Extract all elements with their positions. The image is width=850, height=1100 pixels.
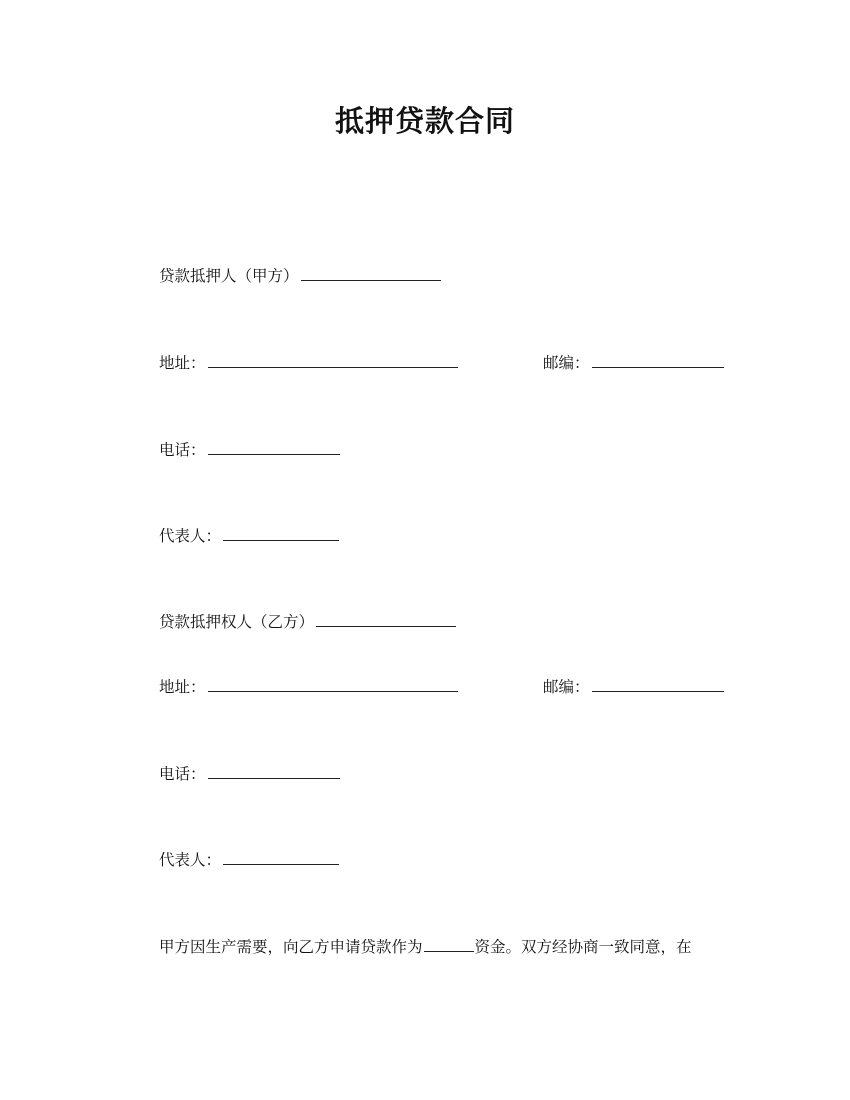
party-b-address-line xyxy=(159,676,458,698)
party-a-address-label: 地址： xyxy=(159,354,206,372)
document-title: 抵押贷款合同 xyxy=(334,104,515,138)
party-a-address-line xyxy=(159,352,458,374)
party-b-postcode-line xyxy=(543,676,724,698)
party-b-rep-blank[interactable] xyxy=(223,850,339,865)
body-paragraph xyxy=(159,936,692,958)
party-b-phone-label: 电话： xyxy=(159,765,206,783)
body-paragraph-start: 甲方因生产需要，向乙方申请贷款作为 xyxy=(159,938,423,956)
party-a-rep-label: 代表人： xyxy=(159,527,222,545)
party-a-phone-blank[interactable] xyxy=(208,440,340,455)
loan-purpose-blank[interactable] xyxy=(424,937,474,952)
party-b-phone-blank[interactable] xyxy=(208,764,340,779)
party-a-postcode-line xyxy=(543,352,724,374)
party-a-postcode-blank[interactable] xyxy=(592,353,724,368)
party-a-heading: 贷款抵押人（甲方） xyxy=(159,267,299,285)
party-a-phone-line xyxy=(159,439,340,461)
party-a-phone-label: 电话： xyxy=(159,441,206,459)
party-b-heading: 贷款抵押权人（乙方） xyxy=(159,613,315,631)
party-a-rep-line xyxy=(159,525,339,547)
party-b-rep-label: 代表人： xyxy=(159,851,222,869)
party-b-address-label: 地址： xyxy=(159,678,206,696)
party-a-heading-line xyxy=(159,265,441,287)
party-b-name-blank[interactable] xyxy=(316,612,456,627)
party-a-name-blank[interactable] xyxy=(301,266,441,281)
party-a-postcode-label: 邮编： xyxy=(543,354,590,372)
party-b-postcode-blank[interactable] xyxy=(592,677,724,692)
party-a-rep-blank[interactable] xyxy=(223,526,339,541)
party-b-address-blank[interactable] xyxy=(208,677,458,692)
party-b-heading-line xyxy=(159,611,456,633)
party-b-postcode-label: 邮编： xyxy=(543,678,590,696)
party-a-address-blank[interactable] xyxy=(208,353,458,368)
body-paragraph-end: 资金。双方经协商一致同意，在 xyxy=(474,938,692,956)
party-b-phone-line xyxy=(159,763,340,785)
party-b-rep-line xyxy=(159,849,339,871)
